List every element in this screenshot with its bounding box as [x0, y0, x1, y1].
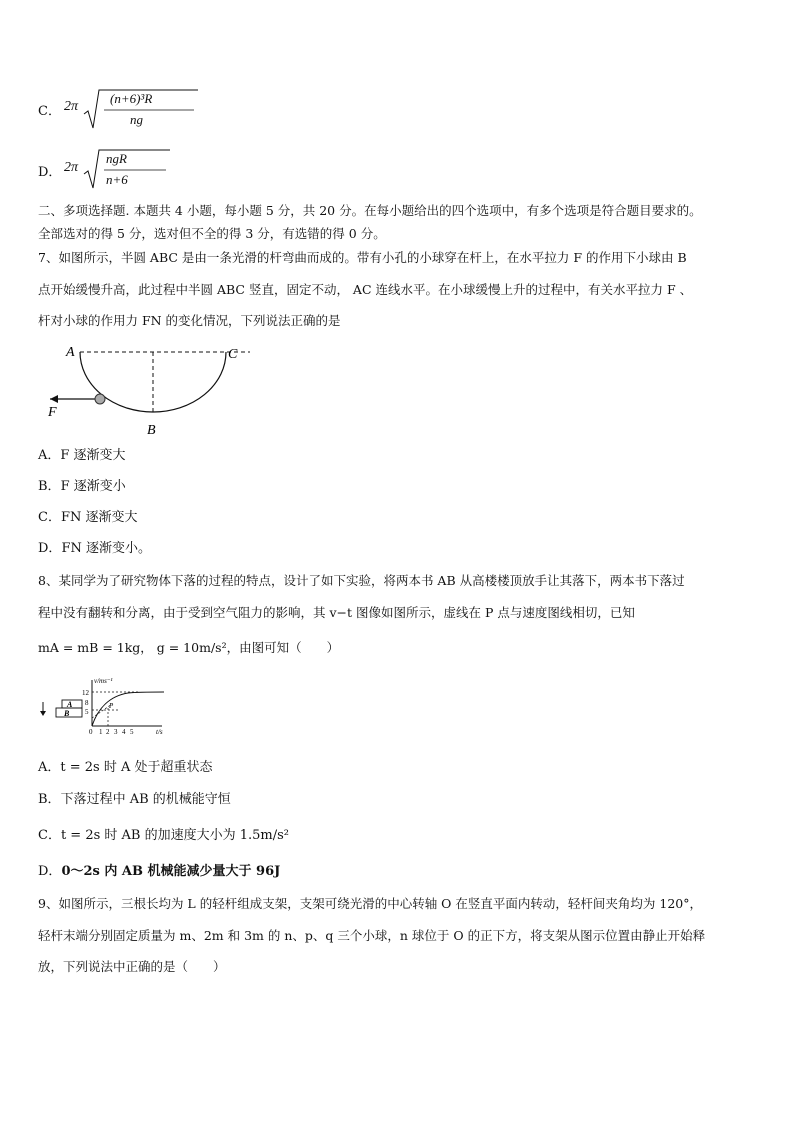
q9-stem-line-2: 轻杆末端分别固定质量为 m、2m 和 3m 的 n、p、q 三个小球，n 球位于 O 的正下方，将支架从图示位置由静止开始释 — [38, 928, 706, 943]
y-tick-5: 5 — [85, 708, 89, 716]
q6-option-d — [38, 148, 238, 192]
q7-option-d — [38, 539, 151, 559]
q8-option-b — [38, 790, 231, 810]
x-tick-0: 0 — [89, 728, 93, 736]
q6-option-c — [38, 88, 238, 132]
option-label: D． — [38, 541, 62, 556]
option-label: C． — [38, 828, 61, 843]
q8-option-d — [38, 862, 280, 882]
fraction-numerator: ngR — [106, 151, 127, 166]
option-text: 下落过程中 AB 的机械能守恒 — [60, 792, 231, 807]
label-b: B — [147, 423, 156, 438]
y-tick-8: 8 — [85, 699, 89, 707]
section-heading-line-2: 全部选对的得 5 分，选对但不全的得 3 分，有选错的得 0 分。 — [38, 226, 386, 241]
q8-stem-line-3: mA = mB = 1kg， g = 10m/s²，由图可知（ ） — [38, 640, 340, 655]
label-f: F — [48, 405, 57, 420]
q8-option-c — [38, 826, 289, 846]
x-tick-2: 2 — [106, 728, 110, 736]
option-label: D． — [38, 165, 62, 180]
label-a: A — [66, 345, 75, 360]
point-p-label: P — [109, 702, 114, 710]
option-text: FN 逐渐变小。 — [61, 541, 151, 556]
vt-graph-figure — [38, 674, 174, 736]
option-text: t = 2s 时 AB 的加速度大小为 1.5m/s² — [60, 828, 290, 843]
option-label: A． — [38, 448, 61, 463]
label-c: C — [228, 347, 238, 362]
coefficient: 2π — [64, 99, 79, 114]
q8-stem-line-2: 程中没有翻转和分离，由于受到空气阻力的影响，其 v−t 图像如图所示，虚线在 P 点与速度图线相切，已知 — [38, 605, 635, 620]
fraction-denominator: n+6 — [106, 172, 128, 187]
option-label: B． — [38, 479, 61, 494]
q7-stem-line-1: 7、如图所示，半圆 ABC 是由一条光滑的杆弯曲而成的。带有小孔的小球穿在杆上，在水平拉力 F 的作用下小球由 B — [38, 250, 687, 265]
q7-option-c — [38, 508, 137, 528]
option-text: FN 逐渐变大 — [60, 510, 138, 525]
x-tick-1: 1 — [99, 728, 103, 736]
q7-option-b — [38, 477, 126, 497]
q8-stem-line-1: 8、某同学为了研究物体下落的过程的特点，设计了如下实验，将两本书 AB 从高楼楼顶放手让其落下，两本书下落过 — [38, 573, 685, 588]
option-label: B． — [38, 792, 61, 807]
section-heading-line-1: 二、多项选择题. 本题共 4 小题，每小题 5 分，共 20 分。在每小题给出的四个选项中，有多个选项是符合题目要求的。 — [38, 203, 702, 218]
q9-stem-line-3: 放，下列说法中正确的是（ ） — [38, 959, 226, 974]
option-label: C． — [38, 104, 61, 119]
semicircle-figure — [40, 338, 250, 440]
y-axis-label: v/ms⁻¹ — [94, 677, 113, 685]
fraction-denominator: ng — [130, 112, 143, 127]
q8-option-a — [38, 758, 213, 778]
option-text: t = 2s 时 A 处于超重状态 — [60, 760, 213, 775]
option-label: D． — [38, 864, 62, 879]
option-text: F 逐渐变大 — [60, 448, 126, 463]
q7-stem-line-2: 点开始缓慢升高，此过程中半圆 ABC 竖直，固定不动， AC 连线水平。在小球缓慢上升的过程中，有关水平拉力 F 、 — [38, 282, 693, 297]
option-text: 0～2s 内 AB 机械能减少量大于 96J — [61, 864, 281, 879]
y-tick-12: 12 — [82, 689, 89, 697]
x-axis-label: t/s — [156, 728, 163, 736]
book-a-label: A — [67, 700, 73, 709]
x-tick-4: 4 — [122, 728, 126, 736]
coefficient: 2π — [64, 160, 79, 175]
x-tick-5: 5 — [130, 728, 134, 736]
q9-stem-line-1: 9、如图所示，三根长均为 L 的轻杆组成支架，支架可绕光滑的中心转轴 O 在竖直平面内转动，轻杆间夹角均为 120°， — [38, 896, 702, 911]
option-text: F 逐渐变小 — [60, 479, 126, 494]
q7-option-a — [38, 446, 126, 466]
book-b-label: B — [64, 709, 70, 718]
option-label: A． — [38, 760, 61, 775]
option-label: C． — [38, 510, 61, 525]
q7-stem-line-3: 杆对小球的作用力 FN 的变化情况，下列说法正确的是 — [38, 313, 341, 328]
x-tick-3: 3 — [114, 728, 118, 736]
fraction-numerator: (n+6)³R — [110, 91, 153, 106]
